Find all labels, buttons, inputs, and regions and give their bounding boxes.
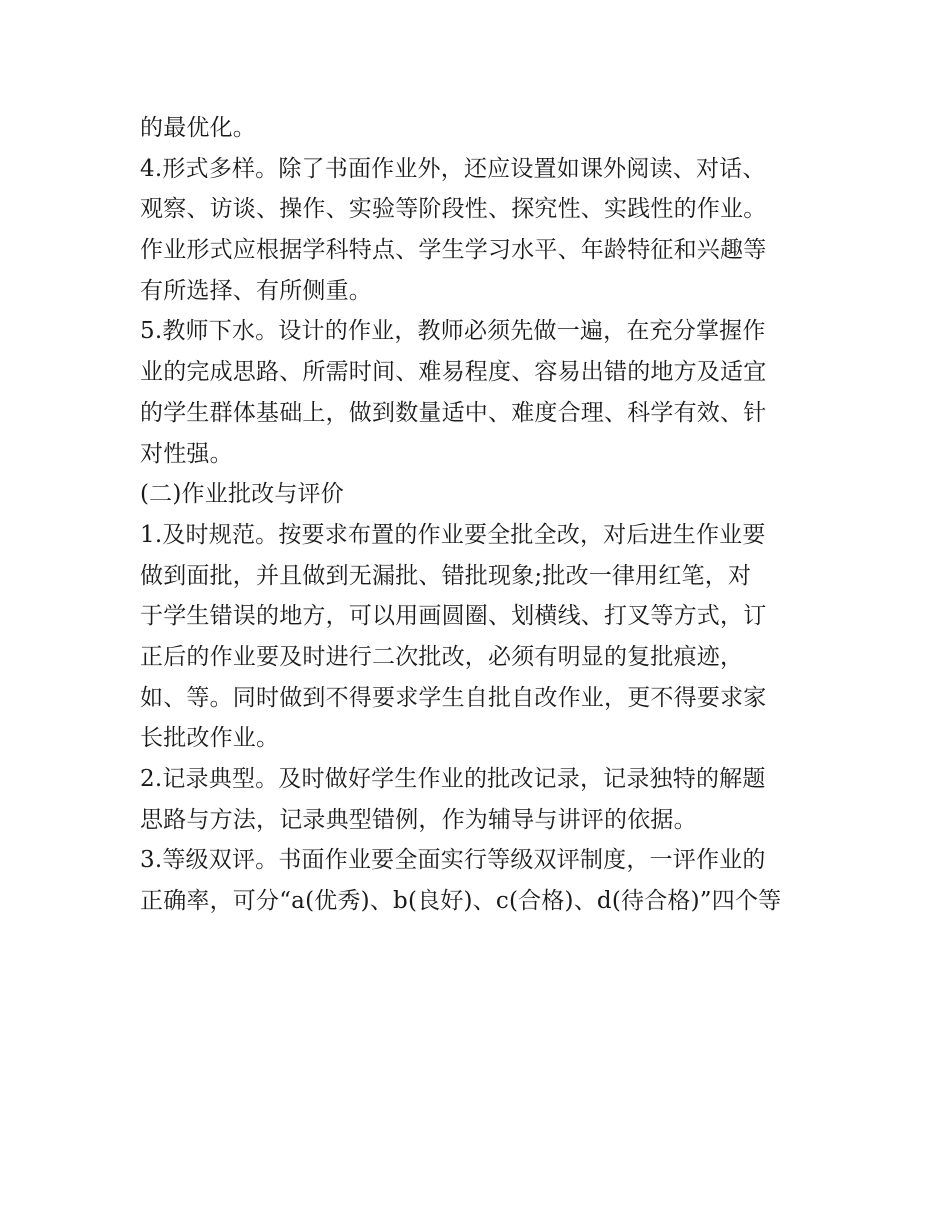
section-heading: (二)作业批改与评价 (140, 481, 344, 508)
text-line-17: 2.记录典型。及时做好学生作业的批改记录，记录独特的解题 (140, 766, 766, 792)
text-line-11: 1.及时规范。按要求布置的作业要全批全改，对后进生作业要 (140, 521, 766, 548)
text-line-20: 正确率，可分“a(优秀)、b(良好)、c(合格)、d(待合格)”四个等 (140, 888, 782, 915)
text-line-14: 正后的作业要及时进行二次批改，必须有明显的复批痕迹， (140, 643, 744, 670)
text-line-12: 做到面批，并且做到无漏批、错批现象;批改一律用红笔，对 (140, 562, 752, 589)
text-line-6: 5.教师下水。设计的作业，教师必须先做一遍，在充分掌握作 (140, 318, 766, 345)
text-line-7: 业的完成思路、所需时间、难易程度、容易出错的地方及适宜 (140, 359, 767, 386)
text-line-4: 作业形式应根据学科特点、学生学习水平、年龄特征和兴趣等 (140, 237, 767, 264)
text-line-18: 思路与方法，记录典型错例，作为辅导与讲评的依据。 (140, 806, 697, 833)
text-line-8: 的学生群体基础上，做到数量适中、难度合理、科学有效、针 (140, 399, 767, 426)
document-body (140, 108, 820, 922)
text-line-5: 有所选择、有所侧重。 (140, 277, 372, 304)
text-line-13: 于学生错误的地方，可以用画圆圈、划横线、打叉等方式，订 (140, 603, 767, 630)
text-line-15: 如、等。同时做到不得要求学生自批自改作业，更不得要求家 (140, 684, 767, 711)
text-line-3: 观察、访谈、操作、实验等阶段性、探究性、实践性的作业。 (140, 196, 767, 223)
text-line-1: 的最优化。 (140, 115, 256, 141)
text-line-2: 4.形式多样。除了书面作业外，还应设置如课外阅读、对话、 (140, 155, 766, 182)
text-line-19: 3.等级双评。书面作业要全面实行等级双评制度，一评作业的 (140, 847, 766, 874)
text-line-9: 对性强。 (140, 440, 233, 467)
text-line-16: 长批改作业。 (140, 725, 280, 752)
